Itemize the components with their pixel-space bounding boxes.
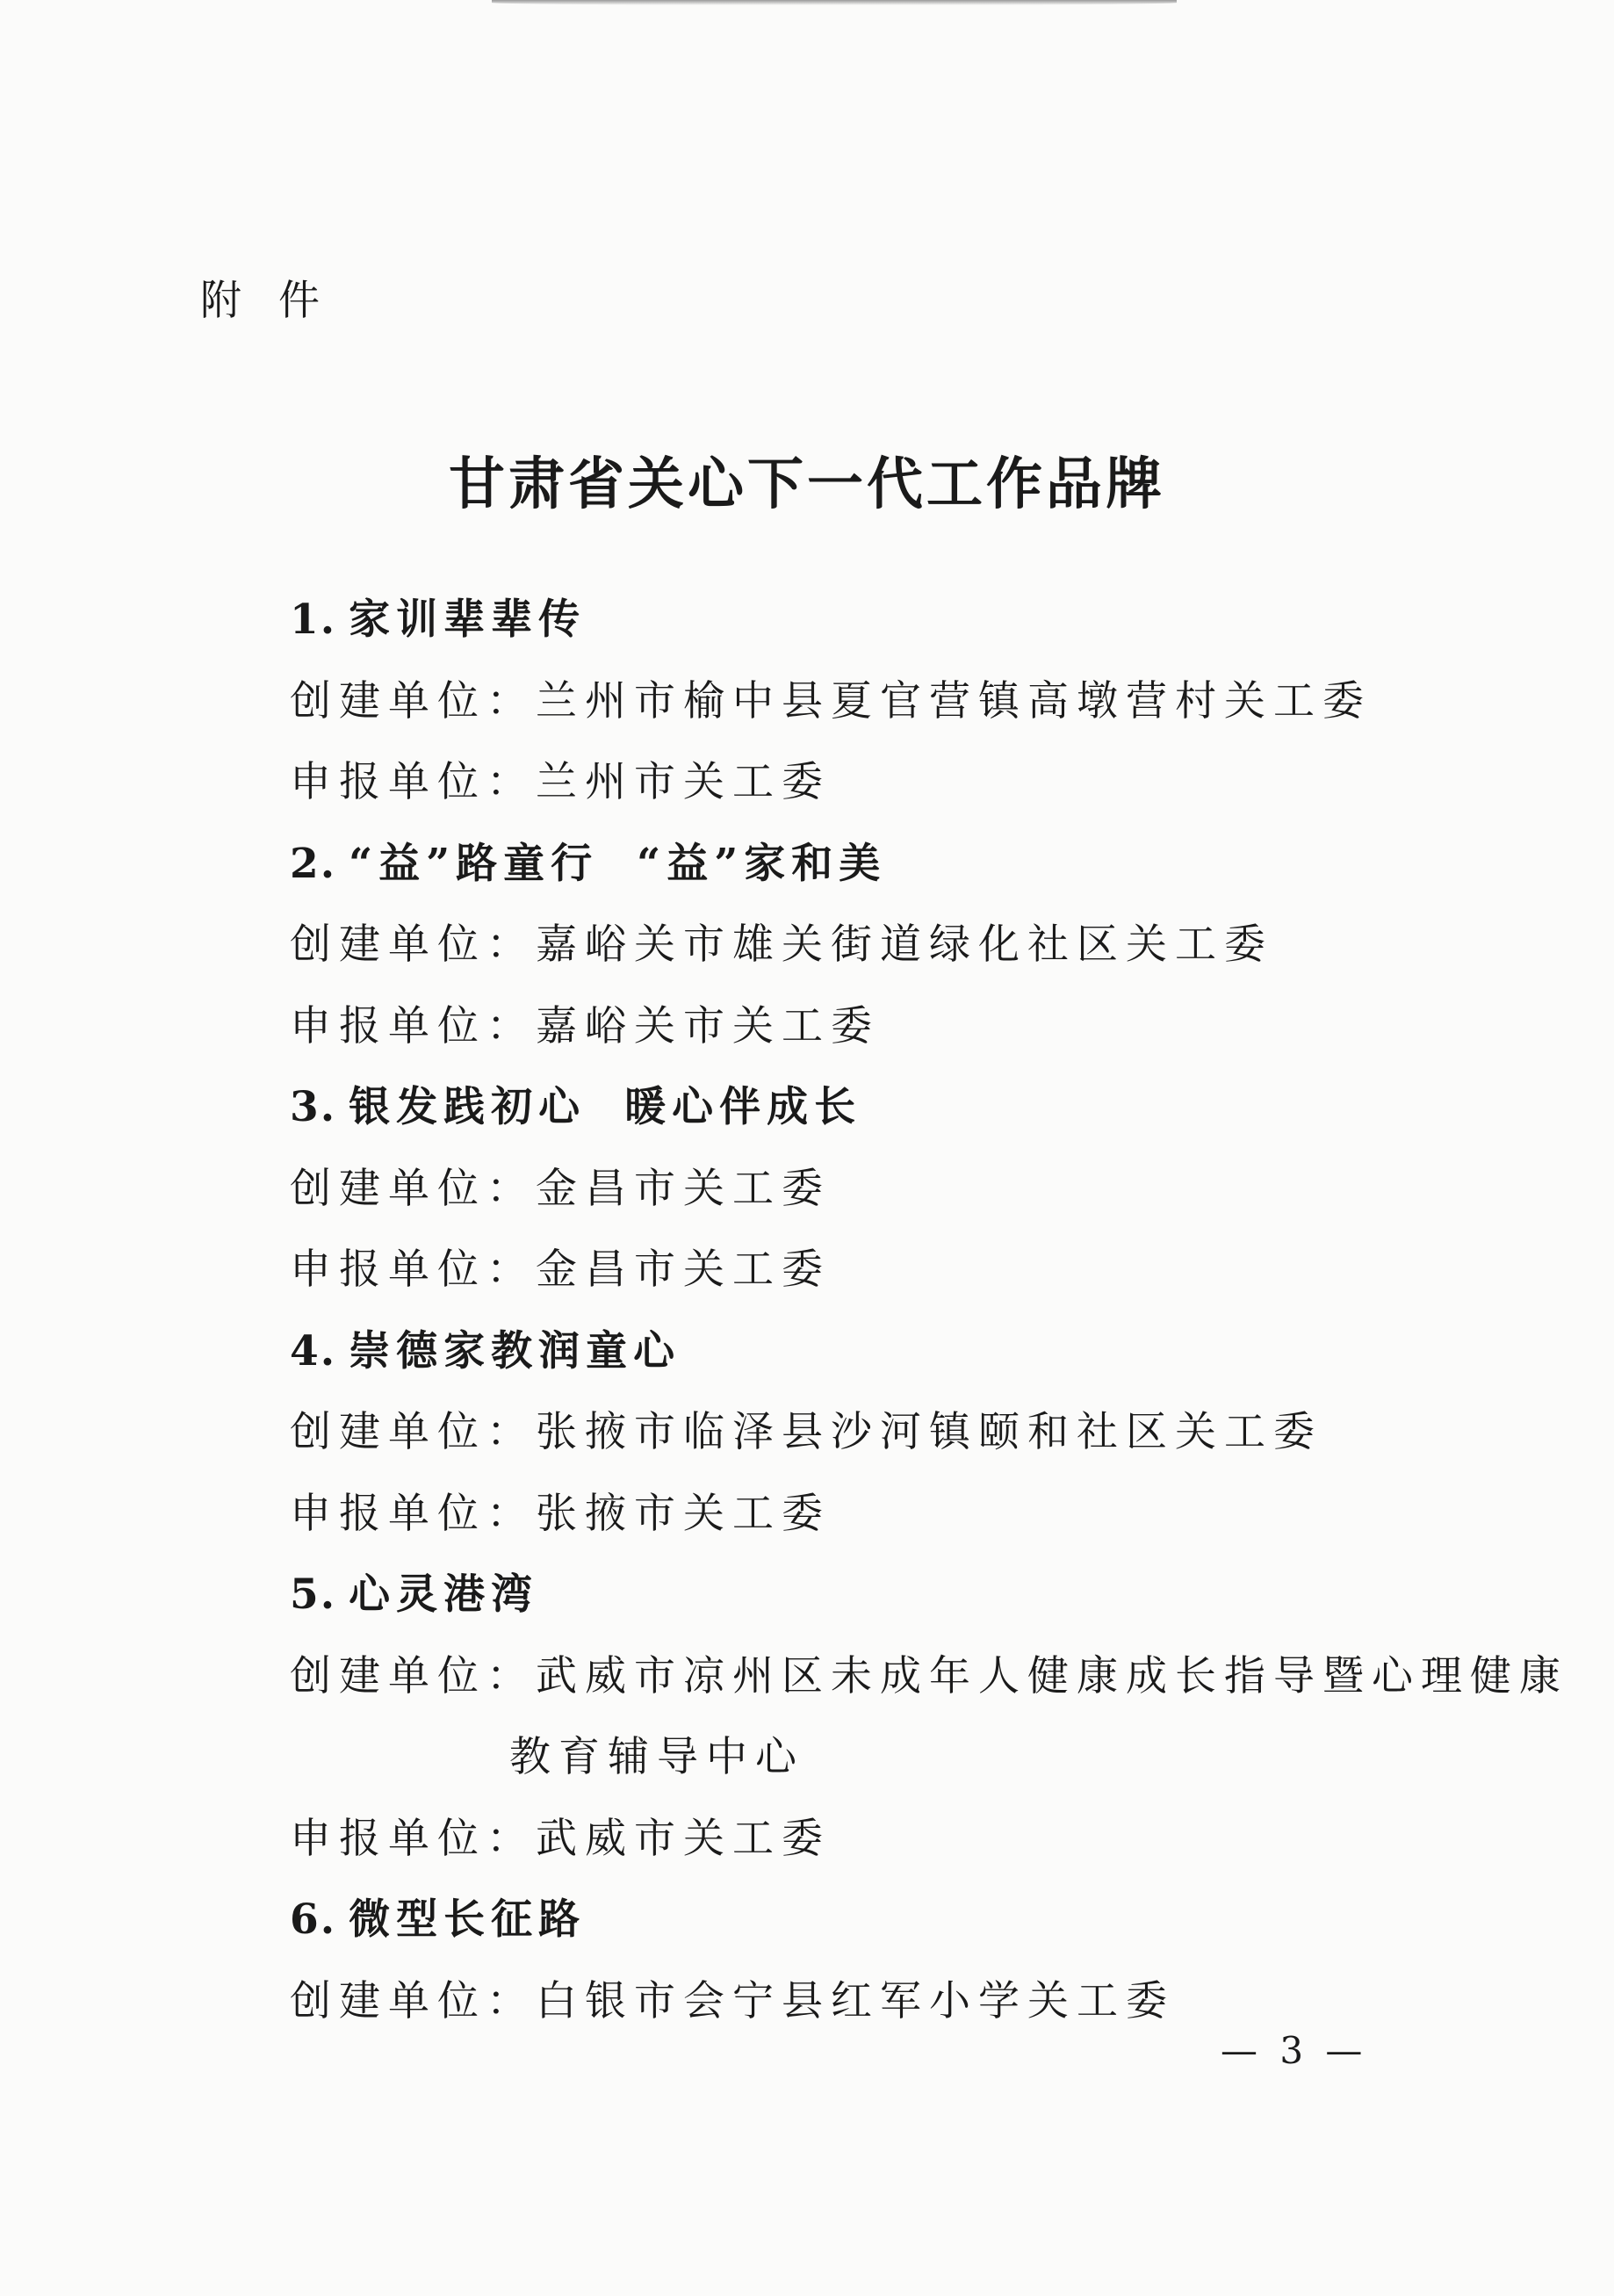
item-number: 3. (290, 1083, 337, 1131)
reporter-line (290, 742, 1475, 824)
creator-value: 白银市会宁县红军小学关工委 (536, 1976, 1175, 2025)
item-name: “益”路童行 (349, 839, 599, 888)
creator-line (290, 905, 1475, 986)
creator-line (290, 661, 1475, 743)
item-number: 2. (290, 839, 337, 888)
reporter-line (290, 986, 1475, 1068)
item-number: 1. (290, 596, 337, 644)
brand-item-heading (290, 824, 1475, 906)
item-name: 心灵港湾 (349, 1570, 539, 1619)
creator-label: 创建单位： (290, 676, 536, 726)
creator-line (290, 1636, 1568, 1718)
item-name-second: “益”家和美 (637, 839, 887, 888)
brand-item-heading (290, 1555, 1475, 1636)
creator-value: 武威市凉州区未成年人健康成长指导暨心理健康 (536, 1651, 1568, 1700)
item-number: 6. (290, 1895, 337, 1944)
creator-label: 创建单位： (290, 1164, 536, 1213)
creator-continuation-line (290, 1717, 1475, 1799)
item-number: 4. (290, 1326, 337, 1375)
reporter-label: 申报单位： (290, 1245, 536, 1294)
brand-item-heading (290, 1880, 1475, 1961)
brand-item-heading (290, 1311, 1475, 1393)
scan-top-edge (492, 0, 1177, 5)
document-title: 甘肃省关心下一代工作品牌 (449, 451, 1165, 517)
reporter-value: 嘉峪关市关工委 (536, 1001, 880, 1051)
item-name-second: 暖心伴成长 (624, 1083, 862, 1131)
reporter-line (290, 1230, 1475, 1311)
item-name: 家训辈辈传 (349, 596, 587, 644)
creator-line (290, 1149, 1475, 1231)
item-name: 崇德家教润童心 (349, 1326, 681, 1375)
creator-value: 兰州市榆中县夏官营镇高墩营村关工委 (536, 676, 1372, 726)
reporter-label: 申报单位： (290, 1814, 536, 1863)
reporter-label: 申报单位： (290, 1489, 536, 1538)
reporter-value: 金昌市关工委 (536, 1245, 831, 1294)
reporter-line (290, 1799, 1475, 1881)
creator-line (290, 1392, 1475, 1474)
reporter-label: 申报单位： (290, 1001, 536, 1051)
creator-label: 创建单位： (290, 921, 536, 969)
attachment-label: 附件 (200, 277, 357, 325)
page-number: — 3 — (1221, 2029, 1368, 2072)
brand-list (290, 580, 1568, 2042)
creator-value-continued: 教育辅导中心 (509, 1733, 804, 1781)
item-name: 银发践初心 (349, 1083, 587, 1131)
brand-item-heading (290, 1067, 1475, 1149)
reporter-value: 张掖市关工委 (536, 1489, 831, 1538)
creator-value: 嘉峪关市雄关街道绿化社区关工委 (536, 921, 1273, 969)
creator-value: 金昌市关工委 (536, 1164, 831, 1213)
creator-label: 创建单位： (290, 1408, 536, 1456)
reporter-label: 申报单位： (290, 758, 536, 806)
reporter-value: 兰州市关工委 (536, 758, 831, 806)
reporter-value: 武威市关工委 (536, 1814, 831, 1863)
brand-item-heading (290, 580, 1475, 661)
creator-label: 创建单位： (290, 1976, 536, 2025)
creator-label: 创建单位： (290, 1651, 536, 1700)
item-number: 5. (290, 1570, 337, 1619)
reporter-line (290, 1474, 1475, 1556)
item-name: 微型长征路 (349, 1895, 587, 1944)
creator-value: 张掖市临泽县沙河镇颐和社区关工委 (536, 1408, 1322, 1456)
